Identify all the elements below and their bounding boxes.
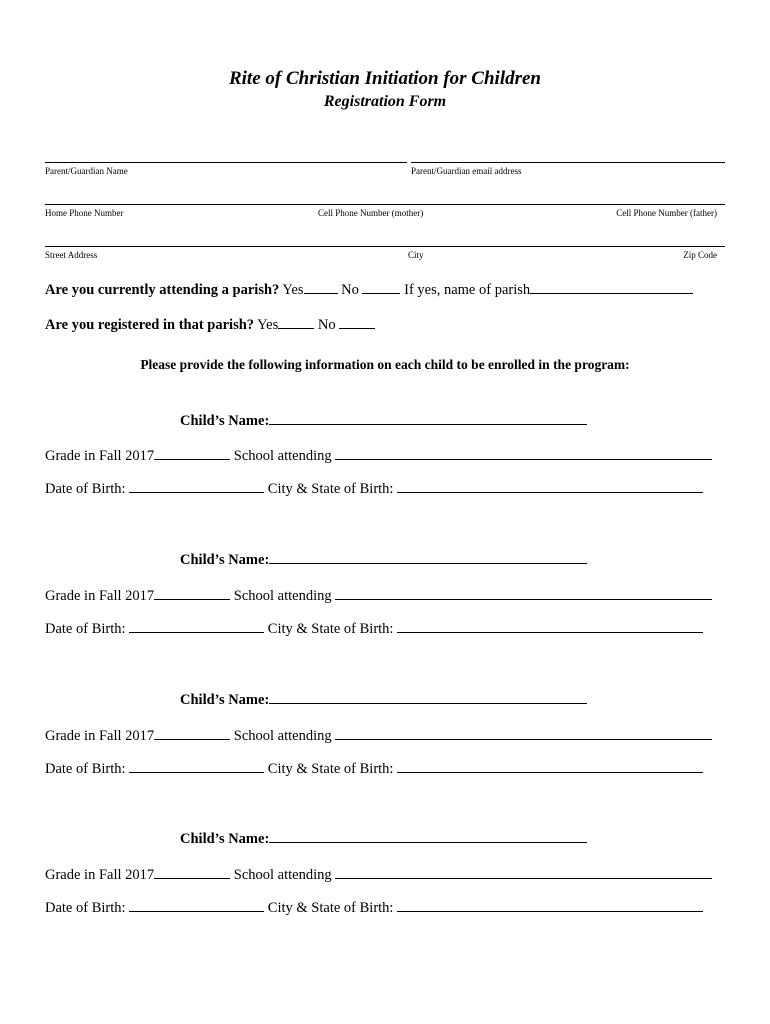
grade-label: Grade in Fall 2017 (45, 588, 155, 604)
child-name-blank[interactable] (269, 690, 587, 704)
school-label: School attending (233, 448, 332, 464)
phone-numbers-field[interactable] (45, 204, 725, 205)
dob-label: Date of Birth: (45, 481, 126, 497)
dob-blank[interactable] (129, 619, 264, 633)
address-field[interactable] (45, 246, 725, 247)
child-name-label: Child’s Name: (180, 831, 270, 847)
child-name-row (180, 829, 587, 848)
parish-yes-blank[interactable] (304, 280, 338, 294)
birthplace-label: City & State of Birth: (267, 481, 394, 497)
birthplace-label: City & State of Birth: (267, 761, 394, 777)
grade-label: Grade in Fall 2017 (45, 728, 155, 744)
birthplace-blank[interactable] (397, 898, 703, 912)
city-label: City (408, 250, 424, 260)
school-blank[interactable] (335, 446, 712, 460)
zip-code-label: Zip Code (683, 250, 717, 260)
grade-school-row (45, 446, 712, 465)
dob-birthplace-row (45, 619, 703, 638)
home-phone-label: Home Phone Number (45, 208, 124, 218)
street-address-label: Street Address (45, 250, 98, 260)
parent-name-field[interactable] (45, 162, 407, 163)
dob-blank[interactable] (129, 759, 264, 773)
parish-name-blank[interactable] (530, 280, 693, 294)
child-name-row (180, 411, 587, 430)
child-name-label: Child’s Name: (180, 692, 270, 708)
grade-label: Grade in Fall 2017 (45, 448, 155, 464)
child-name-blank[interactable] (269, 829, 587, 843)
registered-no-label: No (317, 317, 336, 333)
dob-birthplace-row (45, 898, 703, 917)
grade-school-row (45, 865, 712, 884)
grade-blank[interactable] (154, 865, 230, 879)
grade-school-row (45, 726, 712, 745)
dob-birthplace-row (45, 759, 703, 778)
parent-email-label: Parent/Guardian email address (411, 166, 522, 176)
registered-yes-blank[interactable] (278, 315, 314, 329)
birthplace-label: City & State of Birth: (267, 900, 394, 916)
birthplace-label: City & State of Birth: (267, 621, 394, 637)
birthplace-blank[interactable] (397, 759, 703, 773)
parish-no-label: No (341, 282, 359, 298)
dob-blank[interactable] (129, 898, 264, 912)
form-subtitle: Registration Form (323, 93, 447, 110)
child-name-label: Child’s Name: (180, 413, 270, 429)
child-name-row (180, 550, 587, 569)
registered-yes-label: Yes (257, 317, 279, 333)
cell-mother-label: Cell Phone Number (mother) (318, 208, 424, 218)
cell-father-label: Cell Phone Number (father) (616, 208, 717, 218)
parent-email-field[interactable] (411, 162, 725, 163)
school-label: School attending (233, 588, 332, 604)
dob-birthplace-row (45, 479, 703, 498)
dob-blank[interactable] (129, 479, 264, 493)
school-label: School attending (233, 867, 332, 883)
child-name-label: Child’s Name: (180, 552, 270, 568)
child-instructions: Please provide the following information on each child to be enrolled in the program: (140, 357, 630, 372)
child-name-blank[interactable] (269, 550, 587, 564)
school-blank[interactable] (335, 586, 712, 600)
parent-name-label: Parent/Guardian Name (45, 166, 128, 176)
parish-attending-label: Are you currently attending a parish? (45, 282, 280, 298)
registered-no-blank[interactable] (339, 315, 375, 329)
school-blank[interactable] (335, 726, 712, 740)
child-name-blank[interactable] (269, 411, 587, 425)
child-name-row (180, 690, 587, 709)
grade-label: Grade in Fall 2017 (45, 867, 155, 883)
grade-blank[interactable] (154, 726, 230, 740)
birthplace-blank[interactable] (397, 479, 703, 493)
parish-ifyes-label: If yes, name of parish (404, 282, 531, 298)
grade-blank[interactable] (154, 446, 230, 460)
form-title: Rite of Christian Initiation for Children (228, 68, 541, 89)
dob-label: Date of Birth: (45, 621, 126, 637)
dob-label: Date of Birth: (45, 761, 126, 777)
grade-blank[interactable] (154, 586, 230, 600)
grade-school-row (45, 586, 712, 605)
school-label: School attending (233, 728, 332, 744)
dob-label: Date of Birth: (45, 900, 126, 916)
parish-no-blank[interactable] (362, 280, 400, 294)
parish-attending-question (45, 280, 693, 299)
birthplace-blank[interactable] (397, 619, 703, 633)
school-blank[interactable] (335, 865, 712, 879)
parish-registered-label: Are you registered in that parish? (45, 317, 255, 333)
parish-registered-question (45, 315, 375, 334)
parish-yes-label: Yes (282, 282, 304, 298)
